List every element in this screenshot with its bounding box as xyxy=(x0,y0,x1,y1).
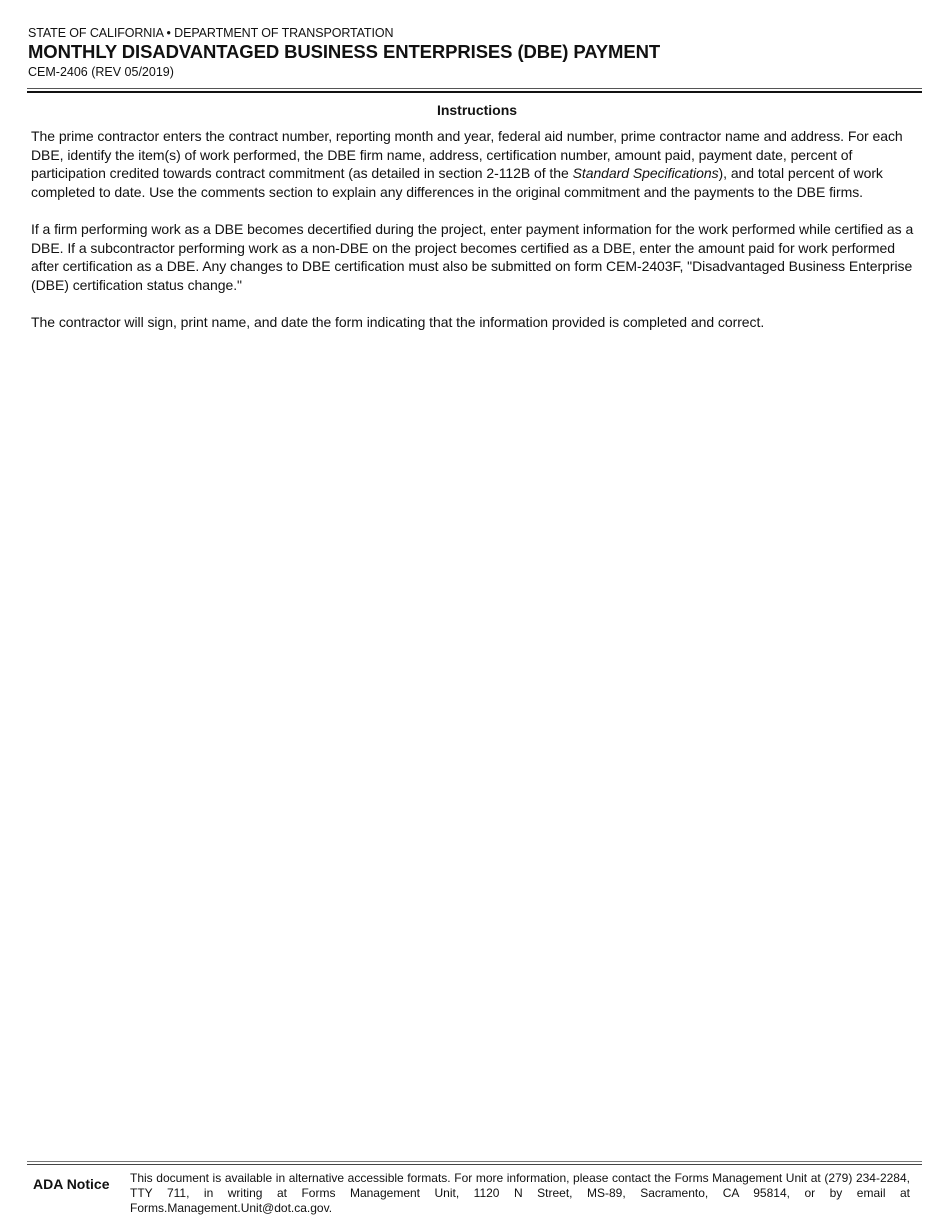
instructions-paragraph-1 xyxy=(31,127,923,202)
form-header xyxy=(28,26,922,80)
ada-notice-text: This document is available in alternative accessible formats. For more information, please contact the Forms Management Unit at (279) 234-2284, TTY 711, in writing at Forms Management Unit, 1120 N Street, MS-89, Sacramento, CA 95814, or by email at Forms.Management.Unit@dot.ca.gov. xyxy=(130,1171,910,1215)
standard-specifications-reference: Standard Specifications xyxy=(572,165,719,182)
header-divider-thick xyxy=(27,91,922,93)
footer-divider-top xyxy=(27,1161,922,1162)
ada-notice-label: ADA Notice xyxy=(33,1176,110,1192)
form-number: CEM-2406 (REV 05/2019) xyxy=(28,65,174,79)
paragraph-1-text-b: ), and total percent of work completed to date. Use the comments section to explain any differences in the original commitment and the payments to the DBE firms. xyxy=(31,165,883,201)
instructions-section xyxy=(31,101,923,349)
instructions-heading: Instructions xyxy=(436,102,518,118)
form-title: MONTHLY DISADVANTAGED BUSINESS ENTERPRISES (DBE) PAYMENT xyxy=(28,41,661,62)
agency-name: STATE OF CALIFORNIA • DEPARTMENT OF TRANSPORTATION xyxy=(28,26,394,40)
instructions-paragraph-2: If a firm performing work as a DBE becomes decertified during the project, enter payment information for the work performed while certified as a DBE. If a subcontractor performing work as a non-DBE on the project becomes certified as a DBE, enter the amount paid for work performed after certification as a DBE. Any changes to DBE certification must also be submitted on form CEM-2403F, "Disadvantaged Business Enterprise (DBE) certification status change." xyxy=(31,220,914,293)
ada-notice xyxy=(27,1170,922,1216)
paragraph-1-text-a: The prime contractor enters the contract number, reporting month and year, federal aid number, prime contractor name and address. For each DBE, identify the item(s) of work performed, the DBE firm name, address, certification number, amount paid, payment date, percent of participation credited towards contract commitment (as detailed in section 2-112B of the xyxy=(31,128,903,182)
instructions-paragraph-3: The contractor will sign, print name, and date the form indicating that the information provided is completed and correct. xyxy=(31,313,765,330)
footer-divider-bottom xyxy=(27,1164,922,1165)
header-divider-thin xyxy=(27,88,922,89)
